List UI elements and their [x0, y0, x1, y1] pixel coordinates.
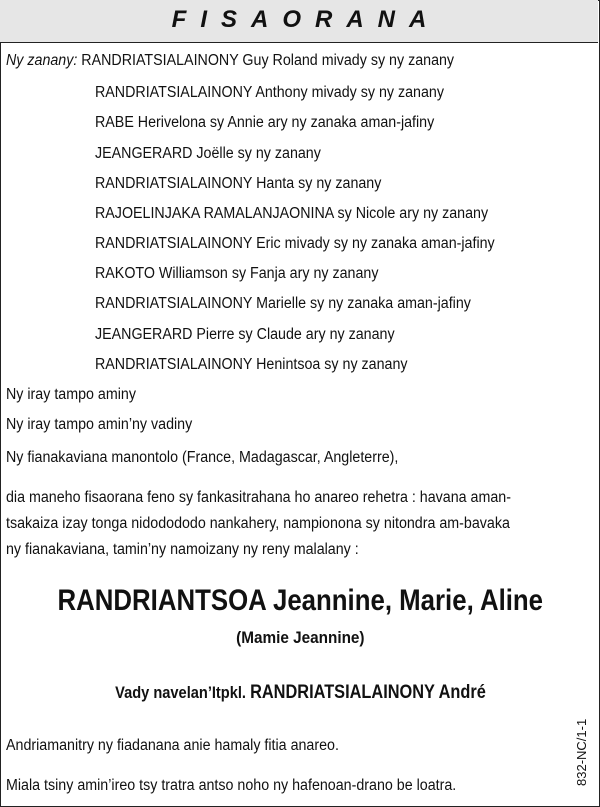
children-label: Ny zanany:	[6, 52, 78, 69]
thanks-line-2: tsakaiza izay tonga nidodododo nankahery, nampionona sy nitondra am-bavaka	[6, 515, 510, 532]
closing-line-2: Miala tsiny amin’ireo tsy tratra antso noho ny hafenoan-drano be loatra.	[6, 777, 457, 794]
reference-code: 832-NC/1-1	[574, 718, 589, 786]
relatives-line-3: Ny fianakaviana manontolo (France, Madagascar, Angleterre),	[6, 449, 399, 466]
child-line-7: RANDRIATSIALAINONY Eric mivady sy ny zanaka aman-jafiny	[95, 235, 495, 252]
deceased-name-block	[0, 584, 600, 618]
deceased-nickname: (Mamie Jeannine)	[235, 628, 365, 647]
child-line-4: JEANGERARD Joëlle sy ny zanany	[95, 145, 321, 162]
relatives-line-1: Ny iray tampo aminy	[6, 386, 136, 403]
child-line-2: RANDRIATSIALAINONY Anthony mivady sy ny zanany	[95, 84, 444, 101]
child-line-5: RANDRIATSIALAINONY Hanta sy ny zanany	[95, 175, 382, 192]
page-title: FISAORANA	[171, 6, 441, 33]
child-line-1: RANDRIATSIALAINONY Guy Roland mivady sy ny zanany	[81, 52, 455, 69]
thanks-line-1: dia maneho fisaorana feno sy fankasitrahana ho anareo rehetra : havana aman-	[6, 489, 511, 506]
child-line-3: RABE Herivelona sy Annie ary ny zanaka aman-jafiny	[95, 114, 435, 131]
husband-name: RANDRIATSIALAINONY André	[249, 682, 486, 703]
thanks-line-3: ny fianakaviana, tamin’ny namoizany ny reny malalany :	[6, 541, 359, 558]
closing-line-1: Andriamanitry ny fiadanana anie hamaly fitia anareo.	[6, 737, 339, 754]
header-banner	[0, 0, 598, 43]
deceased-nickname-block	[0, 628, 600, 648]
relatives-line-2: Ny iray tampo amin’ny vadiny	[6, 416, 193, 433]
child-line-10: JEANGERARD Pierre sy Claude ary ny zanany	[95, 326, 395, 343]
child-line-11: RANDRIATSIALAINONY Henintsoa sy ny zanany	[95, 356, 408, 373]
husband-prefix: Vady navelan’Itpkl.	[114, 683, 246, 702]
husband-line	[0, 682, 600, 704]
deceased-name: RANDRIANTSOA Jeannine, Marie, Aline	[57, 584, 543, 617]
children-first-line	[6, 52, 454, 70]
child-line-6: RAJOELINJAKA RAMALANJAONINA sy Nicole ary ny zanany	[95, 205, 489, 222]
child-line-8: RAKOTO Williamson sy Fanja ary ny zanany	[95, 265, 379, 282]
child-line-9: RANDRIATSIALAINONY Marielle sy ny zanaka aman-jafiny	[95, 295, 471, 312]
